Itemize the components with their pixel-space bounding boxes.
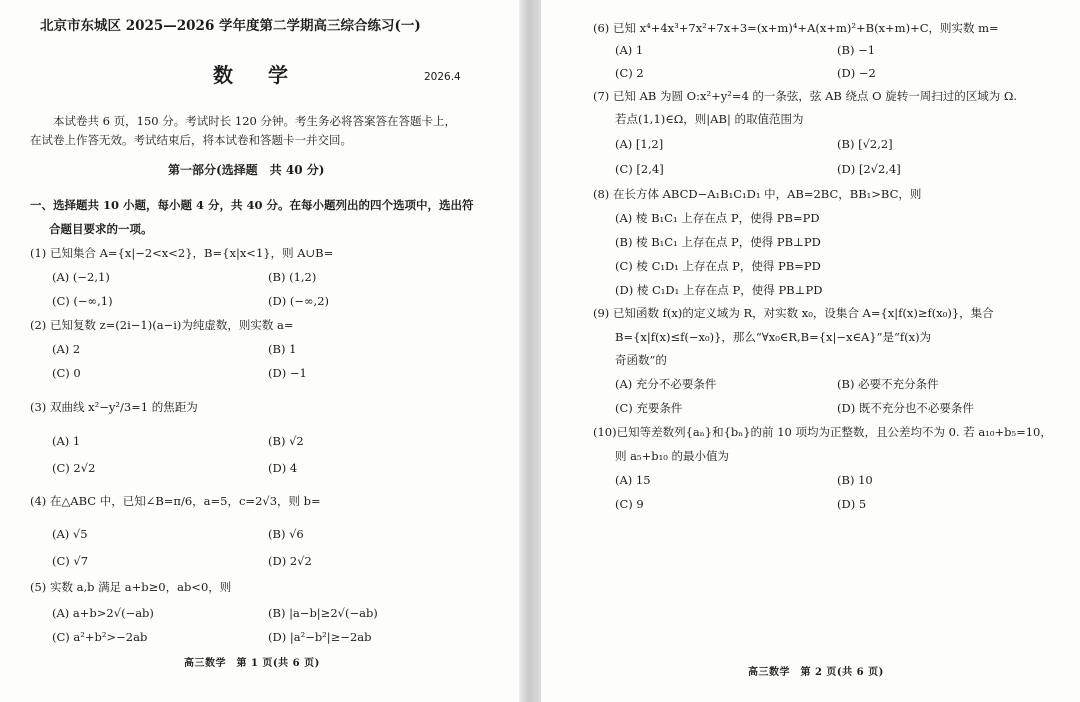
- question-9-stem: 奇函数”的: [615, 353, 667, 367]
- question-7-option-b: (B) [√2,2]: [837, 137, 893, 151]
- question-10-stem: (10)已知等差数列{aₙ}和{bₙ}的前 10 项均为正整数，且公差均不为 0. 若 a₁₀+b₅=10，: [593, 425, 1052, 439]
- question-7-option-a: (A) [1,2]: [615, 137, 664, 151]
- question-9-stem: B={x|f(x)≤f(−x₀)}，那么“∀x₀∈R,B={x|−x∈A}”是“f(x)为: [615, 330, 932, 344]
- question-1-option-a: (A) (−2,1): [52, 270, 110, 284]
- question-4-option-a: (A) √5: [52, 527, 88, 541]
- question-1-option-d: (D) (−∞,2): [268, 294, 330, 308]
- question-3-option-a: (A) 1: [52, 434, 81, 448]
- question-4-stem: (4) 在△ABC 中，已知∠B=π/6，a=5，c=2√3，则 b=: [30, 494, 321, 508]
- question-5-option-b: (B) |a−b|≥2√(−ab): [268, 606, 378, 620]
- question-6-option-c: (C) 2: [615, 66, 644, 80]
- exam-title: 北京市东城区 2025—2026 学年度第二学期高三综合练习(一): [40, 18, 421, 34]
- question-4-option-c: (C) √7: [52, 554, 89, 568]
- question-9-option-d: (D) 既不充分也不必要条件: [837, 401, 974, 415]
- page-gutter: [519, 0, 541, 702]
- question-5-stem: (5) 实数 a,b 满足 a+b≥0，ab<0，则: [30, 580, 232, 594]
- section-instruction: 合题目要求的一项。: [49, 222, 153, 236]
- page-footer: 高三数学 第 1 页(共 6 页): [184, 658, 320, 669]
- question-2-option-c: (C) 0: [52, 366, 81, 380]
- question-5-option-c: (C) a²+b²>−2ab: [52, 630, 148, 644]
- intro-line: 本试卷共 6 页，150 分。考试时长 120 分钟。考生务必将答案答在答题卡上，: [53, 114, 456, 128]
- question-9-option-a: (A) 充分不必要条件: [615, 377, 717, 391]
- question-1-option-b: (B) (1,2): [268, 270, 317, 284]
- question-10-option-b: (B) 10: [837, 473, 873, 487]
- question-1-option-c: (C) (−∞,1): [52, 294, 113, 308]
- question-2-stem: (2) 已知复数 z=(2i−1)(a−i)为纯虚数，则实数 a=: [30, 318, 294, 332]
- question-4-option-d: (D) 2√2: [268, 554, 312, 568]
- question-2-option-d: (D) −1: [268, 366, 307, 380]
- question-7-option-d: (D) [2√2,4]: [837, 162, 901, 176]
- question-5-option-a: (A) a+b>2√(−ab): [52, 606, 154, 620]
- question-10-option-d: (D) 5: [837, 497, 867, 511]
- question-2-option-b: (B) 1: [268, 342, 297, 356]
- question-3-option-d: (D) 4: [268, 461, 298, 475]
- subject-title: 数 学: [213, 63, 302, 87]
- section-instruction: 一、选择题共 10 小题，每小题 4 分，共 40 分。在每小题列出的四个选项中，选出符: [30, 198, 474, 212]
- question-5-option-d: (D) |a²−b²|≥−2ab: [268, 630, 372, 644]
- page-footer: 高三数学 第 2 页(共 6 页): [748, 667, 884, 678]
- question-6-option-d: (D) −2: [837, 66, 876, 80]
- question-8-option-d: (D) 棱 C₁D₁ 上存在点 P，使得 PB⊥PD: [615, 283, 823, 297]
- question-10-option-c: (C) 9: [615, 497, 644, 511]
- question-3-option-c: (C) 2√2: [52, 461, 96, 475]
- question-8-option-a: (A) 棱 B₁C₁ 上存在点 P，使得 PB=PD: [615, 211, 820, 225]
- part-heading: 第一部分(选择题 共 40 分): [168, 163, 325, 177]
- question-7-stem: (7) 已知 AB 为圆 O:x²+y²=4 的一条弦，弦 AB 绕点 O 旋转一周扫过的区域为 Ω.: [593, 89, 1018, 103]
- question-7-option-c: (C) [2,4]: [615, 162, 664, 176]
- question-3-option-b: (B) √2: [268, 434, 304, 448]
- question-9-option-c: (C) 充要条件: [615, 401, 683, 415]
- question-6-option-b: (B) −1: [837, 43, 876, 57]
- question-8-option-c: (C) 棱 C₁D₁ 上存在点 P，使得 PB=PD: [615, 259, 821, 273]
- question-8-stem: (8) 在长方体 ABCD−A₁B₁C₁D₁ 中，AB=2BC，BB₁>BC，则: [593, 187, 922, 201]
- question-10-stem: 则 a₅+b₁₀ 的最小值为: [615, 449, 729, 463]
- question-9-stem: (9) 已知函数 f(x)的定义域为 R，对实数 x₀，设集合 A={x|f(x)≥f(x₀)}，集合: [593, 306, 994, 320]
- question-6-option-a: (A) 1: [615, 43, 644, 57]
- question-10-option-a: (A) 15: [615, 473, 651, 487]
- question-1-stem: (1) 已知集合 A={x|−2<x<2}，B={x|x<1}，则 A∪B=: [30, 246, 334, 260]
- intro-line: 在试卷上作答无效。考试结束后，将本试卷和答题卡一并交回。: [30, 133, 352, 147]
- question-2-option-a: (A) 2: [52, 342, 81, 356]
- question-6-stem: (6) 已知 x⁴+4x³+7x²+7x+3=(x+m)⁴+A(x+m)²+B(x+m)+C，则实数 m=: [593, 21, 999, 35]
- question-3-stem: (3) 双曲线 x²−y²/3=1 的焦距为: [30, 400, 198, 414]
- question-8-option-b: (B) 棱 B₁C₁ 上存在点 P，使得 PB⊥PD: [615, 235, 821, 249]
- exam-date: 2026.4: [424, 71, 461, 83]
- question-7-stem: 若点(1,1)∈Ω，则|AB| 的取值范围为: [615, 112, 804, 126]
- question-9-option-b: (B) 必要不充分条件: [837, 377, 939, 391]
- exam-page-1: [0, 0, 519, 702]
- exam-page-2: [541, 0, 1080, 702]
- question-4-option-b: (B) √6: [268, 527, 304, 541]
